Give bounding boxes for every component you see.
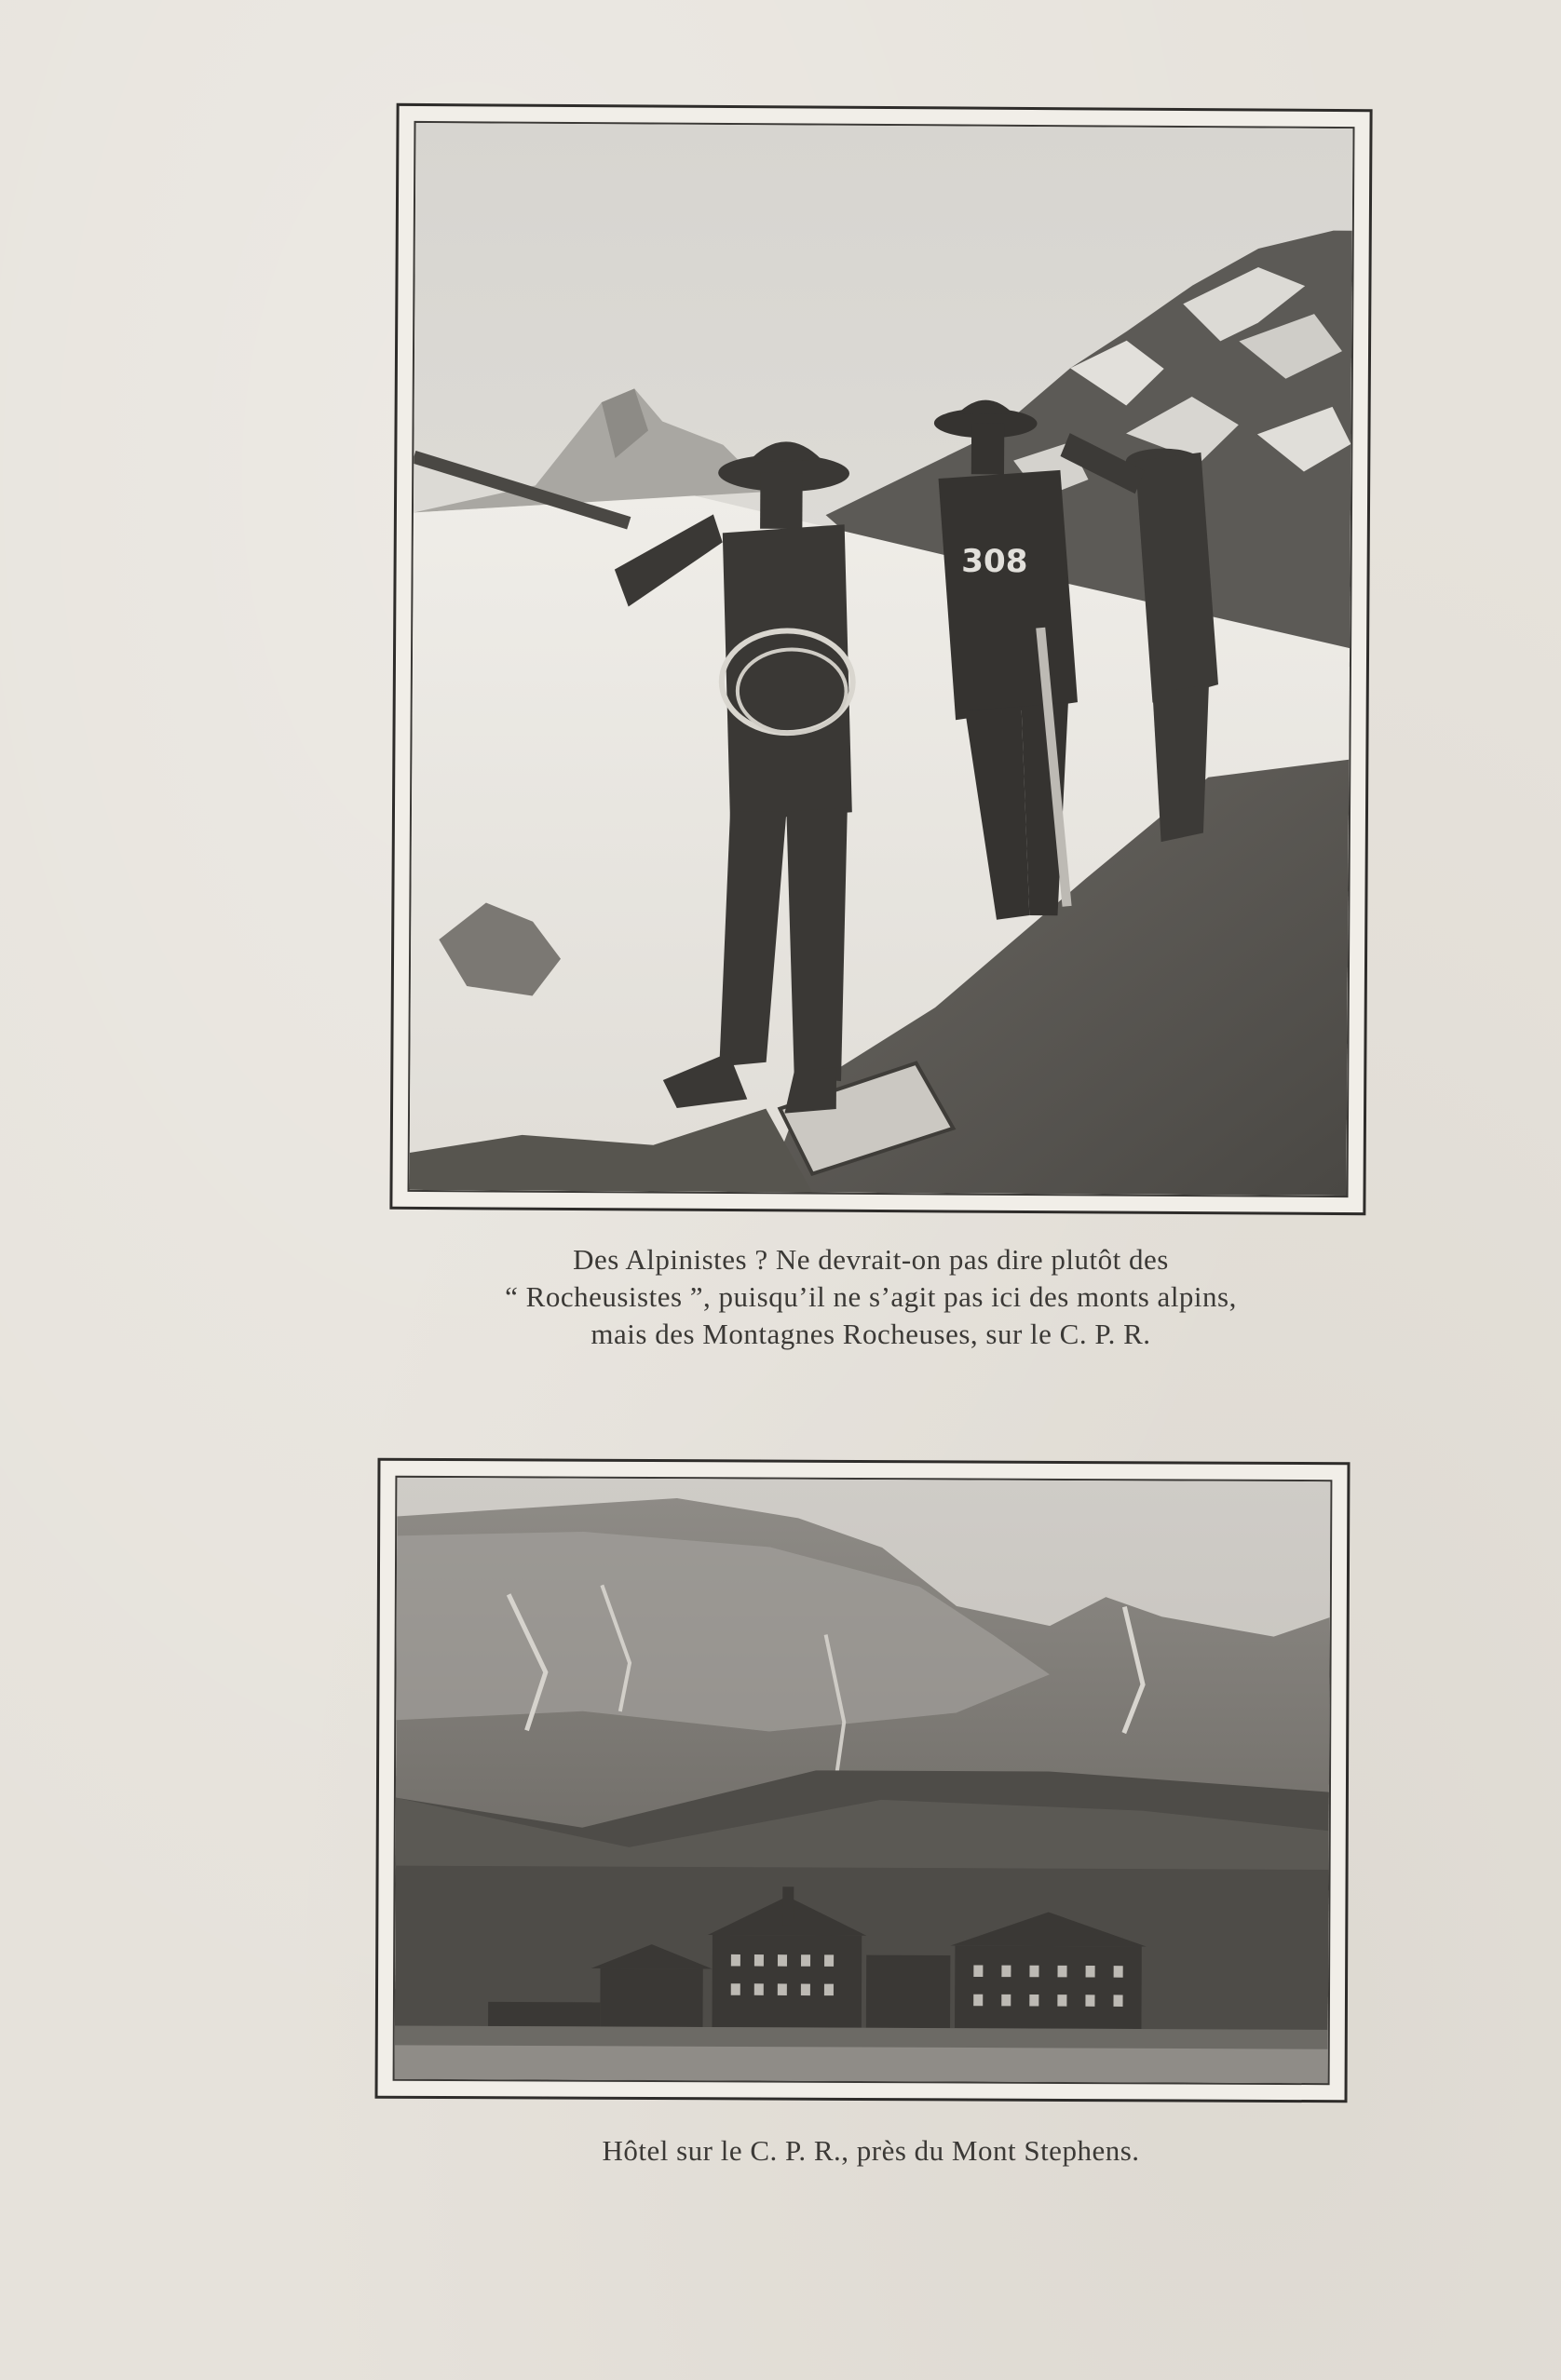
- caption-top-line-3: mais des Montagnes Rocheuses, sur le C. P. R.: [590, 1318, 1151, 1350]
- jersey-number: 308: [961, 543, 1028, 581]
- caption-bottom: Hôtel sur le C. P. R., près du Mont Stephens.: [602, 2134, 1140, 2167]
- mountain-hotel-photo: [393, 1476, 1333, 2085]
- mountaineers-photo-image: [410, 123, 1353, 1196]
- caption-top: [391, 1241, 1351, 1353]
- photo-plate-top: [389, 103, 1372, 1215]
- caption-top-line-2: “ Rocheusistes ”, puisqu’il ne s’agit pas ici des monts alpins,: [505, 1280, 1237, 1313]
- photo-plate-bottom: [375, 1458, 1351, 2103]
- mountaineers-photo: [407, 121, 1354, 1197]
- caption-top-line-1: Des Alpinistes ? Ne devrait-on pas dire plutôt des: [573, 1243, 1169, 1276]
- mountain-hotel-photo-image: [395, 1478, 1331, 2083]
